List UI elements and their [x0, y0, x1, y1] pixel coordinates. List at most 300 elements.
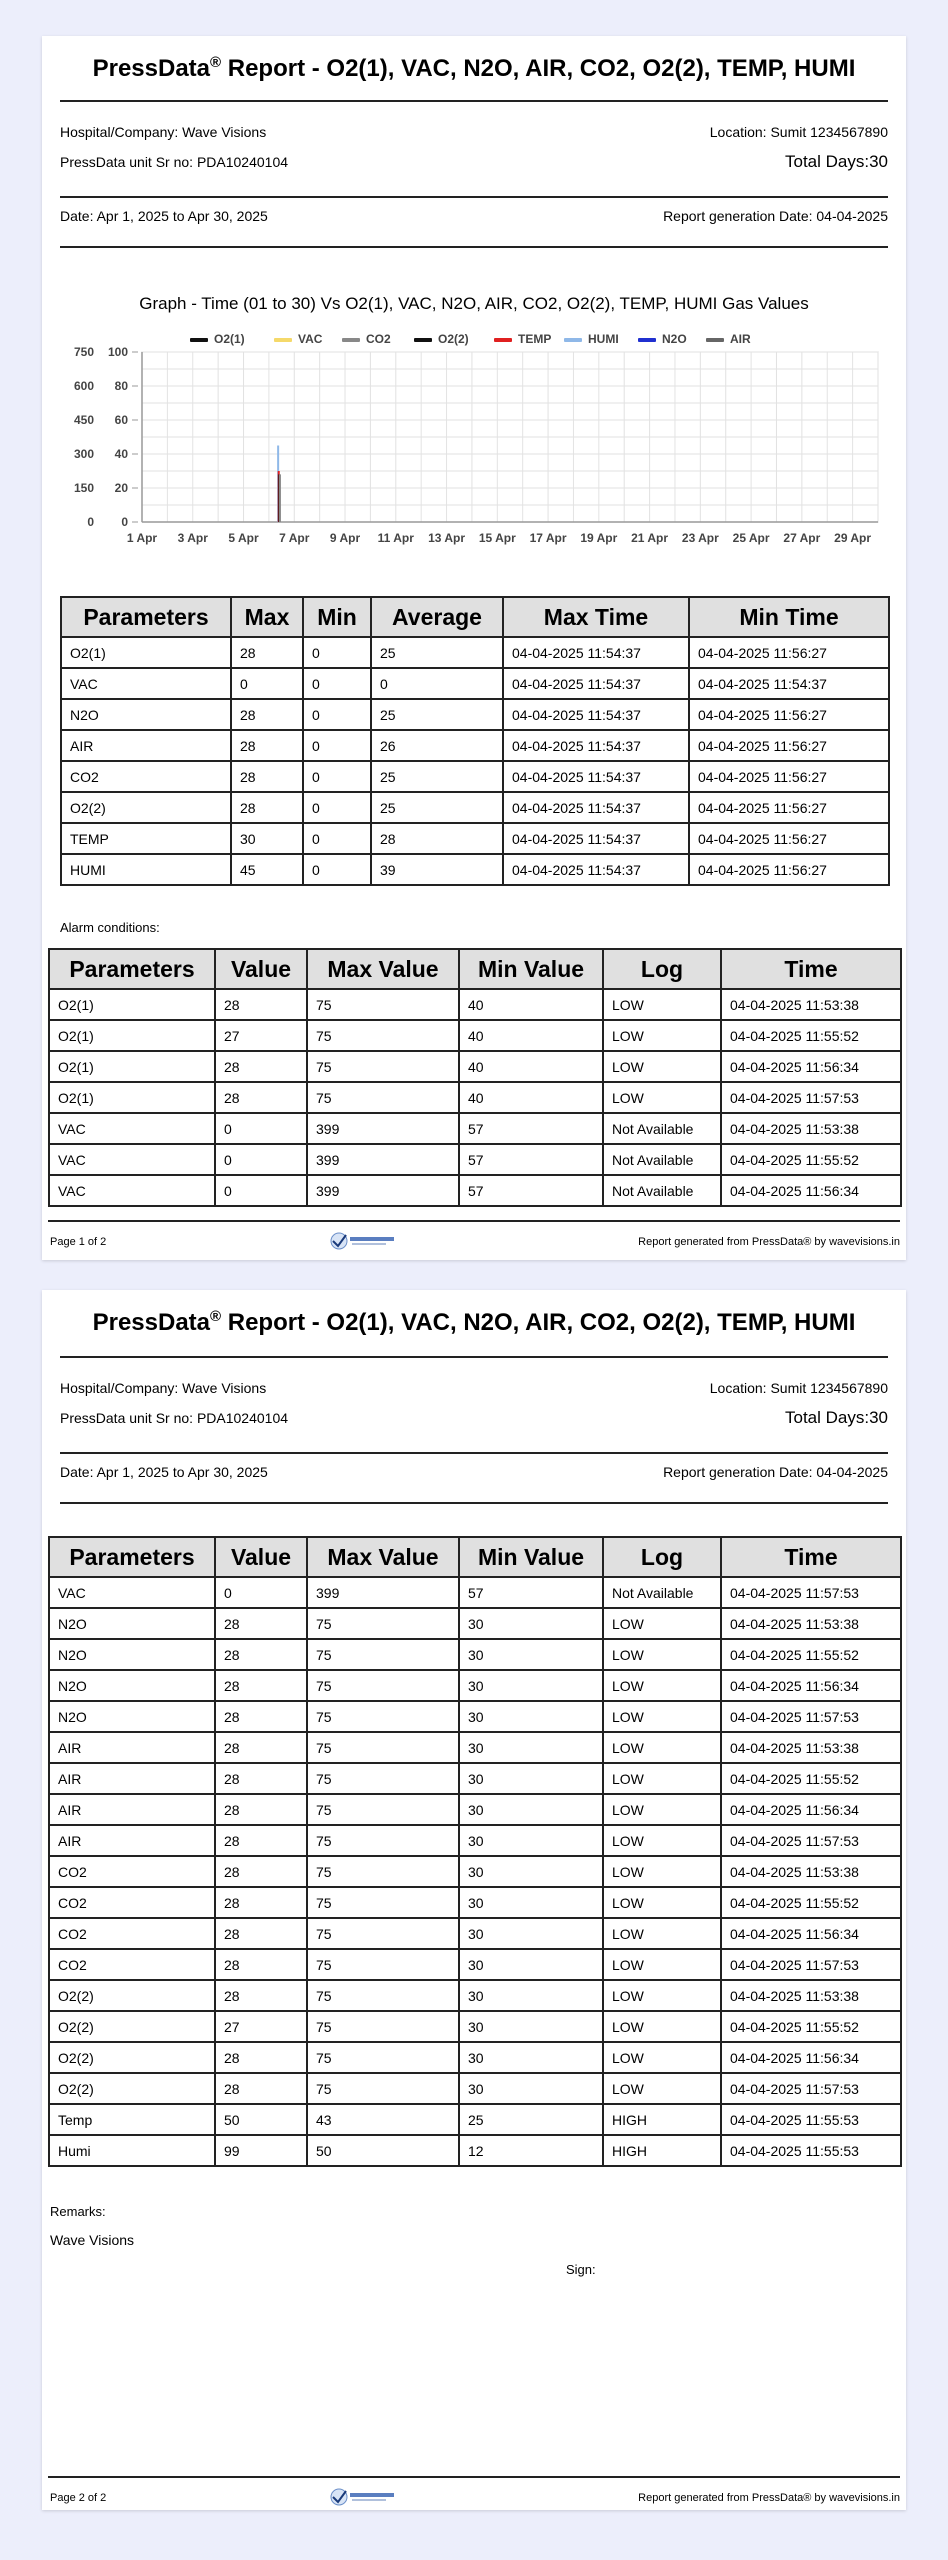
- table-cell: AIR: [49, 1732, 215, 1763]
- table-cell: 75: [307, 1639, 459, 1670]
- divider: [60, 1452, 888, 1454]
- table-cell: N2O: [61, 699, 231, 730]
- table-cell: 04-04-2025 11:55:52: [721, 1020, 901, 1051]
- table-cell: 0: [215, 1175, 307, 1206]
- table-cell: 75: [307, 1887, 459, 1918]
- table-cell: 30: [459, 1701, 603, 1732]
- table-cell: 04-04-2025 11:54:37: [503, 761, 689, 792]
- table-cell: LOW: [603, 1670, 721, 1701]
- legend-label: HUMI: [588, 332, 619, 346]
- table-cell: 28: [215, 1918, 307, 1949]
- table-row: [49, 1608, 901, 1639]
- table-cell: 75: [307, 1732, 459, 1763]
- table-cell: 28: [215, 1701, 307, 1732]
- table-cell: 04-04-2025 11:54:37: [503, 823, 689, 854]
- table-cell: 57: [459, 1144, 603, 1175]
- table-cell: 04-04-2025 11:55:52: [721, 1639, 901, 1670]
- table-cell: 399: [307, 1113, 459, 1144]
- date-range: Date: Apr 1, 2025 to Apr 30, 2025: [60, 208, 268, 224]
- table-cell: 99: [215, 2135, 307, 2166]
- x-tick-label: 23 Apr: [681, 531, 719, 545]
- column-header: Value: [215, 949, 307, 989]
- table-row: [49, 1082, 901, 1113]
- report-title: PressData® Report - O2(1), VAC, N2O, AIR, CO2, O2(2), TEMP, HUMI: [92, 1308, 856, 1336]
- x-tick-label: 3 Apr: [177, 531, 208, 545]
- column-header: Value: [215, 1537, 307, 1577]
- table-cell: 28: [215, 1763, 307, 1794]
- table-cell: LOW: [603, 1701, 721, 1732]
- table-cell: 04-04-2025 11:57:53: [721, 1082, 901, 1113]
- table-cell: 04-04-2025 11:55:53: [721, 2104, 901, 2135]
- table-cell: 04-04-2025 11:56:34: [721, 1918, 901, 1949]
- table-cell: 04-04-2025 11:55:52: [721, 1887, 901, 1918]
- table-cell: N2O: [49, 1701, 215, 1732]
- y-right-tick-label: 20: [114, 481, 128, 495]
- table-cell: 26: [371, 730, 503, 761]
- table-cell: 04-04-2025 11:55:52: [721, 2011, 901, 2042]
- x-tick-label: 9 Apr: [329, 531, 361, 545]
- y-left-tick-label: 600: [73, 379, 94, 393]
- table-cell: 28: [215, 989, 307, 1020]
- table-cell: LOW: [603, 1918, 721, 1949]
- report-generated-note: Report generated from PressData® by wavevisions.in: [638, 2492, 900, 2504]
- table-cell: 50: [215, 2104, 307, 2135]
- table-cell: 28: [215, 1639, 307, 1670]
- table-cell: 25: [371, 792, 503, 823]
- table-row: [49, 2104, 901, 2135]
- legend-item: [564, 332, 619, 346]
- table-cell: 28: [231, 792, 303, 823]
- legend-swatch: [706, 338, 724, 342]
- table-row: [61, 792, 889, 823]
- x-tick-label: 15 Apr: [478, 531, 516, 545]
- legend-swatch: [414, 338, 432, 342]
- table-row: [49, 989, 901, 1020]
- table-cell: 04-04-2025 11:57:53: [721, 1949, 901, 1980]
- table-cell: 0: [303, 792, 371, 823]
- table-cell: 28: [215, 1670, 307, 1701]
- table-row: [49, 1113, 901, 1144]
- table-cell: CO2: [61, 761, 231, 792]
- table-cell: 30: [459, 1670, 603, 1701]
- table-cell: AIR: [49, 1763, 215, 1794]
- table-cell: LOW: [603, 1763, 721, 1794]
- legend-swatch: [638, 338, 656, 342]
- remarks-text: Wave Visions: [50, 2232, 135, 2248]
- table-row: [49, 1825, 901, 1856]
- column-header: Parameters: [49, 949, 215, 989]
- table-cell: 28: [215, 1856, 307, 1887]
- table-cell: Humi: [49, 2135, 215, 2166]
- column-header: Max Value: [307, 949, 459, 989]
- table-row: [61, 668, 889, 699]
- table-cell: 75: [307, 1670, 459, 1701]
- table-row: [49, 1918, 901, 1949]
- table-cell: 75: [307, 1701, 459, 1732]
- table-cell: 30: [459, 2042, 603, 2073]
- legend-swatch: [190, 338, 208, 342]
- table-cell: HUMI: [61, 854, 231, 885]
- table-cell: LOW: [603, 2073, 721, 2104]
- table-cell: VAC: [49, 1113, 215, 1144]
- table-cell: 30: [459, 1608, 603, 1639]
- x-tick-label: 29 Apr: [834, 531, 872, 545]
- table-cell: 0: [303, 823, 371, 854]
- table-cell: 28: [231, 761, 303, 792]
- table-cell: VAC: [49, 1175, 215, 1206]
- table-cell: 04-04-2025 11:55:52: [721, 1763, 901, 1794]
- table-cell: 399: [307, 1175, 459, 1206]
- table-cell: 28: [215, 2073, 307, 2104]
- column-header: Min Value: [459, 1537, 603, 1577]
- table-cell: 75: [307, 989, 459, 1020]
- table-cell: O2(1): [49, 1082, 215, 1113]
- table-cell: 25: [459, 2104, 603, 2135]
- table-cell: 0: [303, 699, 371, 730]
- table-cell: 04-04-2025 11:56:34: [721, 1670, 901, 1701]
- legend-label: VAC: [298, 332, 323, 346]
- table-cell: 30: [459, 1949, 603, 1980]
- table-cell: CO2: [49, 1856, 215, 1887]
- legend-item: [342, 332, 391, 346]
- column-header: Min Value: [459, 949, 603, 989]
- table-cell: 28: [231, 730, 303, 761]
- report-generated-note: Report generated from PressData® by wavevisions.in: [638, 1236, 900, 1248]
- location: Location: Sumit 1234567890: [709, 124, 888, 140]
- table-row: [49, 1639, 901, 1670]
- table-cell: LOW: [603, 1825, 721, 1856]
- table-cell: 28: [215, 1887, 307, 1918]
- legend-swatch: [494, 338, 512, 342]
- legend-item: [414, 332, 469, 346]
- table-cell: 04-04-2025 11:56:27: [689, 699, 889, 730]
- date-range: Date: Apr 1, 2025 to Apr 30, 2025: [60, 1464, 268, 1480]
- table-cell: 04-04-2025 11:56:27: [689, 761, 889, 792]
- divider: [60, 100, 888, 102]
- table-cell: 04-04-2025 11:57:53: [721, 1825, 901, 1856]
- table-cell: CO2: [49, 1949, 215, 1980]
- table-cell: 25: [371, 699, 503, 730]
- legend-label: CO2: [366, 332, 391, 346]
- table-cell: 40: [459, 1082, 603, 1113]
- table-row: [49, 1794, 901, 1825]
- table-cell: LOW: [603, 1082, 721, 1113]
- x-tick-label: 27 Apr: [783, 531, 821, 545]
- table-cell: 0: [303, 761, 371, 792]
- table-cell: LOW: [603, 2011, 721, 2042]
- table-cell: 28: [215, 1051, 307, 1082]
- table-cell: O2(2): [49, 2011, 215, 2042]
- table-cell: 28: [215, 1082, 307, 1113]
- table-cell: AIR: [61, 730, 231, 761]
- table-cell: 04-04-2025 11:57:53: [721, 2073, 901, 2104]
- table-cell: 12: [459, 2135, 603, 2166]
- table-cell: 30: [459, 1887, 603, 1918]
- table-cell: 28: [215, 2042, 307, 2073]
- table-cell: 57: [459, 1113, 603, 1144]
- table-cell: 28: [231, 699, 303, 730]
- y-left-tick-label: 0: [87, 515, 94, 529]
- table-cell: 0: [371, 668, 503, 699]
- divider: [60, 1502, 888, 1504]
- divider: [60, 246, 888, 248]
- table-cell: 04-04-2025 11:55:53: [721, 2135, 901, 2166]
- table-cell: LOW: [603, 1980, 721, 2011]
- total-days: Total Days:30: [785, 1408, 888, 1427]
- column-header: Parameters: [61, 597, 231, 637]
- table-cell: 27: [215, 1020, 307, 1051]
- table-cell: VAC: [61, 668, 231, 699]
- table-cell: AIR: [49, 1825, 215, 1856]
- table-cell: 0: [303, 637, 371, 668]
- table-row: [61, 730, 889, 761]
- table-cell: 04-04-2025 11:54:37: [503, 730, 689, 761]
- legend-label: O2(2): [438, 332, 469, 346]
- table-row: [49, 1701, 901, 1732]
- table-cell: 28: [371, 823, 503, 854]
- sign-label: Sign:: [566, 2262, 596, 2277]
- table-cell: Not Available: [603, 1175, 721, 1206]
- table-cell: 04-04-2025 11:53:38: [721, 1732, 901, 1763]
- table-cell: 04-04-2025 11:56:27: [689, 854, 889, 885]
- chart-title: Graph - Time (01 to 30) Vs O2(1), VAC, N2O, AIR, CO2, O2(2), TEMP, HUMI Gas Values: [139, 294, 809, 313]
- table-cell: 04-04-2025 11:56:27: [689, 792, 889, 823]
- table-cell: 28: [215, 1825, 307, 1856]
- table-cell: VAC: [49, 1144, 215, 1175]
- table-row: [49, 2042, 901, 2073]
- unit-serial: PressData unit Sr no: PDA10240104: [60, 154, 289, 170]
- table-cell: Not Available: [603, 1113, 721, 1144]
- table-cell: LOW: [603, 1856, 721, 1887]
- table-cell: O2(2): [49, 2042, 215, 2073]
- table-cell: 0: [303, 668, 371, 699]
- report-generation-date: Report generation Date: 04-04-2025: [663, 208, 888, 224]
- table-cell: 04-04-2025 11:53:38: [721, 1980, 901, 2011]
- page-number: Page 1 of 2: [50, 1236, 107, 1248]
- table-cell: 75: [307, 1608, 459, 1639]
- x-tick-label: 19 Apr: [580, 531, 618, 545]
- table-cell: AIR: [49, 1794, 215, 1825]
- table-cell: Not Available: [603, 1144, 721, 1175]
- table-cell: 30: [459, 1918, 603, 1949]
- wave-visions-logo-icon: [330, 2487, 400, 2507]
- table-cell: LOW: [603, 989, 721, 1020]
- table-cell: N2O: [49, 1639, 215, 1670]
- table-cell: 0: [303, 730, 371, 761]
- table-cell: O2(1): [49, 989, 215, 1020]
- table-row: [49, 2073, 901, 2104]
- table-row: [49, 1856, 901, 1887]
- table-cell: 399: [307, 1144, 459, 1175]
- table-cell: LOW: [603, 1949, 721, 1980]
- column-header: Max: [231, 597, 303, 637]
- table-row: [49, 1144, 901, 1175]
- table-cell: 40: [459, 1051, 603, 1082]
- table-cell: 30: [459, 1639, 603, 1670]
- legend-item: [190, 332, 245, 346]
- table-cell: LOW: [603, 1887, 721, 1918]
- table-row: [49, 1670, 901, 1701]
- table-row: [49, 1020, 901, 1051]
- y-left-tick-label: 300: [73, 447, 94, 461]
- table-cell: 28: [215, 1794, 307, 1825]
- table-cell: CO2: [49, 1887, 215, 1918]
- table-row: [49, 1980, 901, 2011]
- column-header: Max Time: [503, 597, 689, 637]
- legend-item: [274, 332, 322, 346]
- table-cell: 04-04-2025 11:56:34: [721, 1051, 901, 1082]
- table-row: [61, 699, 889, 730]
- table-cell: 0: [215, 1577, 307, 1608]
- table-cell: 04-04-2025 11:54:37: [503, 668, 689, 699]
- table-cell: LOW: [603, 1639, 721, 1670]
- table-cell: 30: [459, 1856, 603, 1887]
- table-cell: 04-04-2025 11:53:38: [721, 989, 901, 1020]
- column-header: Min: [303, 597, 371, 637]
- legend-swatch: [342, 338, 360, 342]
- table-cell: LOW: [603, 1020, 721, 1051]
- table-row: [49, 1175, 901, 1206]
- table-cell: 0: [215, 1113, 307, 1144]
- table-cell: 04-04-2025 11:53:38: [721, 1608, 901, 1639]
- column-header: Time: [721, 949, 901, 989]
- table-row: [61, 823, 889, 854]
- table-cell: 28: [215, 1732, 307, 1763]
- table-row: [49, 1051, 901, 1082]
- table-row: [61, 854, 889, 885]
- table-cell: 75: [307, 1856, 459, 1887]
- table-cell: 28: [215, 1980, 307, 2011]
- table-cell: HIGH: [603, 2104, 721, 2135]
- legend-label: O2(1): [214, 332, 245, 346]
- table-cell: 30: [459, 1794, 603, 1825]
- table-cell: 04-04-2025 11:55:52: [721, 1144, 901, 1175]
- table-row: [61, 637, 889, 668]
- location: Location: Sumit 1234567890: [709, 1380, 888, 1396]
- table-cell: 75: [307, 2011, 459, 2042]
- table-cell: O2(1): [61, 637, 231, 668]
- table-cell: 75: [307, 1918, 459, 1949]
- table-cell: 75: [307, 2073, 459, 2104]
- y-left-tick-label: 150: [73, 481, 94, 495]
- table-cell: 30: [459, 1732, 603, 1763]
- y-right-tick-label: 100: [107, 346, 128, 359]
- report-title: PressData® Report - O2(1), VAC, N2O, AIR, CO2, O2(2), TEMP, HUMI: [92, 54, 856, 82]
- unit-serial: PressData unit Sr no: PDA10240104: [60, 1410, 289, 1426]
- divider: [60, 1356, 888, 1358]
- table-cell: 04-04-2025 11:57:53: [721, 1577, 901, 1608]
- y-left-tick-label: 750: [73, 346, 94, 359]
- table-cell: 75: [307, 1082, 459, 1113]
- table-cell: 30: [459, 2011, 603, 2042]
- table-row: [49, 1732, 901, 1763]
- table-cell: 75: [307, 1794, 459, 1825]
- table-cell: 28: [215, 1608, 307, 1639]
- table-cell: 04-04-2025 11:56:34: [721, 1794, 901, 1825]
- table-cell: 0: [303, 854, 371, 885]
- table-cell: 0: [231, 668, 303, 699]
- table-cell: 0: [215, 1144, 307, 1175]
- alarm-table-continued: [48, 1536, 902, 2167]
- table-cell: O2(1): [49, 1020, 215, 1051]
- alarm-table: [48, 948, 902, 1207]
- legend-swatch: [564, 338, 582, 342]
- table-cell: 45: [231, 854, 303, 885]
- table-cell: 43: [307, 2104, 459, 2135]
- legend-item: [706, 332, 751, 346]
- table-cell: 399: [307, 1577, 459, 1608]
- alarm-conditions-label: Alarm conditions:: [60, 920, 160, 935]
- column-header: Time: [721, 1537, 901, 1577]
- report-generation-date: Report generation Date: 04-04-2025: [663, 1464, 888, 1480]
- table-cell: O2(2): [61, 792, 231, 823]
- table-cell: 27: [215, 2011, 307, 2042]
- table-cell: 04-04-2025 11:53:38: [721, 1113, 901, 1144]
- table-cell: 04-04-2025 11:56:27: [689, 730, 889, 761]
- x-tick-label: 21 Apr: [631, 531, 669, 545]
- table-cell: O2(1): [49, 1051, 215, 1082]
- table-cell: HIGH: [603, 2135, 721, 2166]
- table-row: [49, 1577, 901, 1608]
- footer-divider: [48, 1220, 900, 1222]
- legend-label: N2O: [662, 332, 687, 346]
- table-cell: Not Available: [603, 1577, 721, 1608]
- y-right-tick-label: 0: [121, 515, 128, 529]
- table-cell: 04-04-2025 11:54:37: [503, 792, 689, 823]
- table-cell: LOW: [603, 1794, 721, 1825]
- table-cell: 04-04-2025 11:56:27: [689, 823, 889, 854]
- table-row: [49, 1949, 901, 1980]
- x-tick-label: 17 Apr: [529, 531, 567, 545]
- table-cell: N2O: [49, 1608, 215, 1639]
- table-cell: 04-04-2025 11:56:27: [689, 637, 889, 668]
- table-cell: 25: [371, 761, 503, 792]
- table-cell: 28: [215, 1949, 307, 1980]
- table-cell: 40: [459, 1020, 603, 1051]
- table-cell: 30: [459, 2073, 603, 2104]
- table-cell: 04-04-2025 11:54:37: [689, 668, 889, 699]
- wave-visions-logo-icon: [330, 1231, 400, 1251]
- table-cell: 04-04-2025 11:57:53: [721, 1701, 901, 1732]
- table-cell: LOW: [603, 1608, 721, 1639]
- table-row: [49, 2011, 901, 2042]
- table-cell: 57: [459, 1175, 603, 1206]
- table-row: [49, 1887, 901, 1918]
- table-cell: 04-04-2025 11:56:34: [721, 2042, 901, 2073]
- report-page-1: [42, 36, 906, 1260]
- legend-swatch: [274, 338, 292, 342]
- table-cell: 75: [307, 1020, 459, 1051]
- column-header: Max Value: [307, 1537, 459, 1577]
- x-tick-label: 13 Apr: [428, 531, 466, 545]
- table-cell: O2(2): [49, 2073, 215, 2104]
- table-row: [49, 1763, 901, 1794]
- y-left-tick-label: 450: [73, 413, 94, 427]
- x-tick-label: 1 Apr: [126, 531, 158, 545]
- y-right-tick-label: 40: [114, 447, 128, 461]
- legend-item: [638, 332, 687, 346]
- table-cell: 04-04-2025 11:54:37: [503, 854, 689, 885]
- column-header: Log: [603, 949, 721, 989]
- footer-divider: [48, 2476, 900, 2478]
- table-cell: 40: [459, 989, 603, 1020]
- table-cell: CO2: [49, 1918, 215, 1949]
- table-cell: LOW: [603, 1732, 721, 1763]
- table-cell: 04-04-2025 11:53:38: [721, 1856, 901, 1887]
- table-cell: 28: [231, 637, 303, 668]
- table-row: [49, 2135, 901, 2166]
- summary-table: [60, 596, 890, 886]
